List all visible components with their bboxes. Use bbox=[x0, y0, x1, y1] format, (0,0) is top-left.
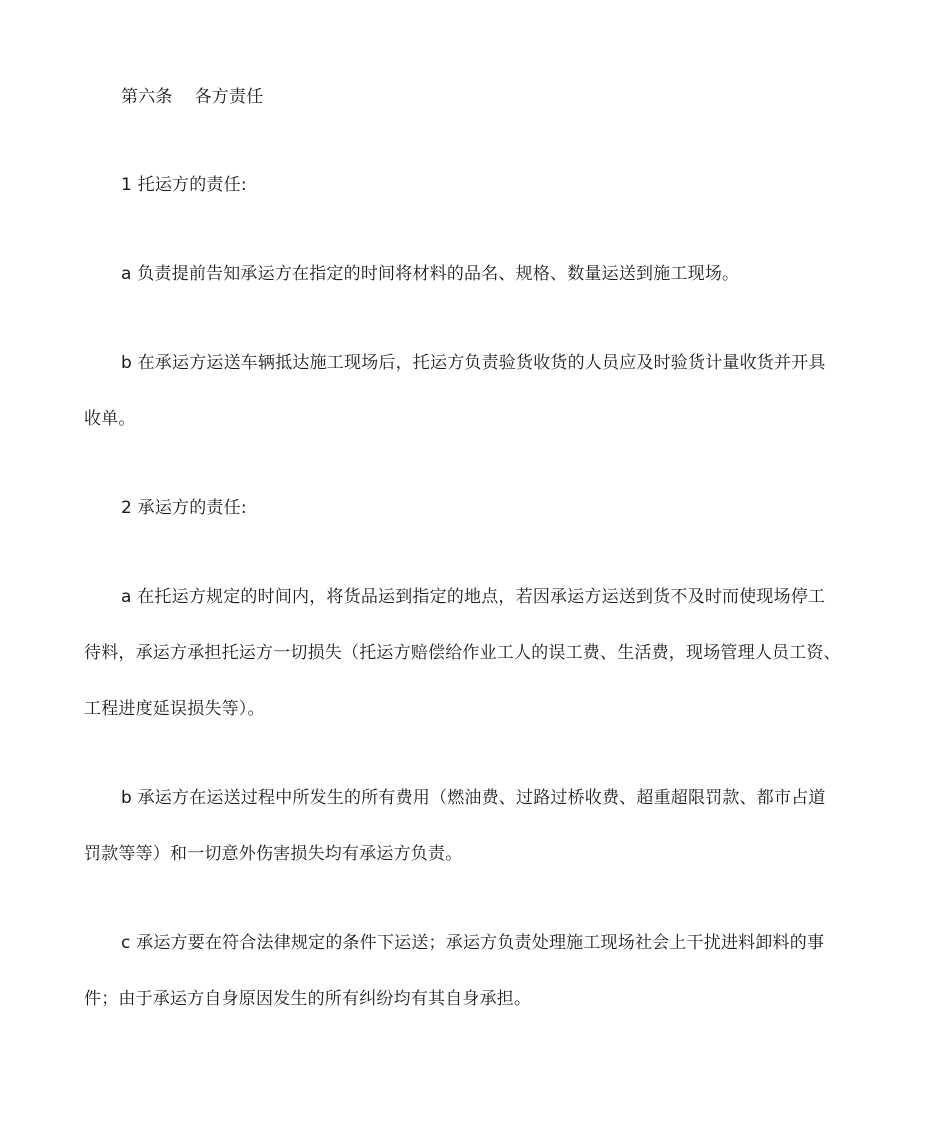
section2-item-a-line3: 工程进度延误损失等）。 bbox=[84, 699, 265, 719]
section1-heading: 1 托运方的责任: bbox=[121, 175, 247, 195]
article-number: 第六条 bbox=[121, 87, 173, 107]
section1-item-b-line1: b 在承运方运送车辆抵达施工现场后，托运方负责验货收货的人员应及时验货计量收货并开具 bbox=[121, 353, 826, 373]
section2-item-c-line2: 件；由于承运方自身原因发生的所有纠纷均有其自身承担。 bbox=[84, 989, 532, 1009]
section2-heading: 2 承运方的责任: bbox=[121, 498, 247, 518]
section2-item-b-line1: b 承运方在运送过程中所发生的所有费用（燃油费、过路过桥收费、超重超限罚款、都市占道 bbox=[121, 788, 826, 808]
section2-item-c-line1: c 承运方要在符合法律规定的条件下运送；承运方负责处理施工现场社会上干扰进料卸料的事 bbox=[121, 933, 825, 953]
section2-item-a-line2: 待料，承运方承担托运方一切损失（托运方赔偿给作业工人的误工费、生活费，现场管理人员工资、 bbox=[84, 643, 841, 663]
article-title: 各方责任 bbox=[194, 87, 264, 107]
section2-item-a-line1: a 在托运方规定的时间内，将货品运到指定的地点，若因承运方运送到货不及时而使现场停工 bbox=[121, 587, 826, 607]
section1-item-a: a 负责提前告知承运方在指定的时间将材料的品名、规格、数量运送到施工现场。 bbox=[121, 264, 740, 284]
section1-item-b-line2: 收单。 bbox=[84, 409, 136, 429]
article-heading bbox=[121, 85, 921, 109]
section2-item-b-line2: 罚款等等）和一切意外伤害损失均有承运方负责。 bbox=[84, 844, 463, 864]
